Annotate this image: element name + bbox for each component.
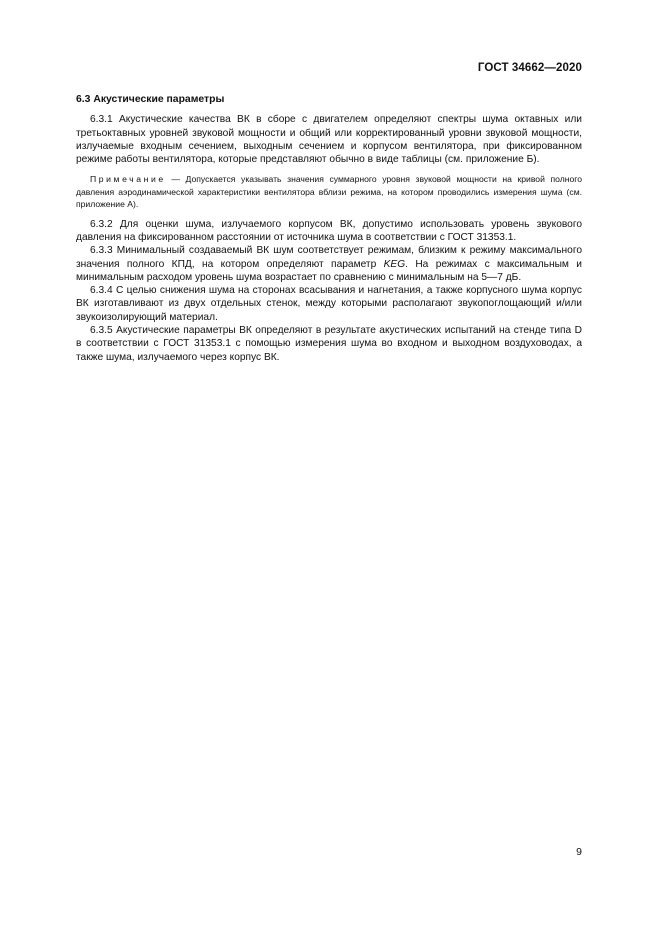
paragraph-6-3-3 [76,244,582,284]
section-title: 6.3 Акустические параметры [76,94,225,105]
paragraph-text-b: . На режимах с максимальным и минимальным расходом уровень шума возрастает по сравнению с минимальным на 5—7 дБ. [76,258,582,283]
page-number: 9 [576,846,582,858]
paragraph-text: 6.3.1 Акустические качества ВК в сборе с двигателем определяют спектры шума октавных или третьоктавных уровней звуковой мощности и общий или корректированный уровни звуковой мощности, излучаемые входным сечением, выходным сечением и корпусом вентилятора, при фиксированном режиме работы вентилятора, которые представляют обычно в виде таблицы (см. приложение Б). [76,114,582,166]
document-code-header: ГОСТ 34662—2020 [477,62,582,74]
note [76,173,582,210]
note-text: — Допускается указывать значения суммарного уровня звуковой мощности на кривой полного давления аэродинамической характеристики вентилятора вблизи режима, на котором проводились измерения шума (см. приложение А). [76,174,582,210]
parameter-keg: KEG [383,258,406,270]
note-label: Примечание [90,174,166,185]
paragraph-text: 6.3.2 Для оценки шума, излучаемого корпусом ВК, допустимо использовать уровень звукового давления на фиксированном расстоянии от источника шума в соответствии с ГОСТ 31353.1. [76,218,582,243]
paragraph-6-3-5 [76,324,582,364]
document-body [76,93,582,364]
paragraph-text: 6.3.4 С целью снижения шума на сторонах всасывания и нагнетания, а также корпусного шума корпус ВК изготавливают из двух отдельных стенок, между которыми располагают звукопоглощающий и/или звукоизолирующий материал. [76,285,582,323]
paragraph-6-3-2 [76,218,582,245]
paragraph-6-3-1 [76,113,582,166]
paragraph-text: 6.3.5 Акустические параметры ВК определяют в результате акустических испытаний на стенде типа D в соответствии с ГОСТ 31353.1 с помощью измерения шума во входном и выходном воздуховодах, а также шума, излучаемого через корпус ВК. [76,325,582,363]
paragraph-6-3-4 [76,284,582,324]
paragraph-text-a: 6.3.3 Минимальный создаваемый ВК шум соответствует режимам, близким к режиму максимального значения полного КПД, на котором определяют параметр [76,245,582,270]
